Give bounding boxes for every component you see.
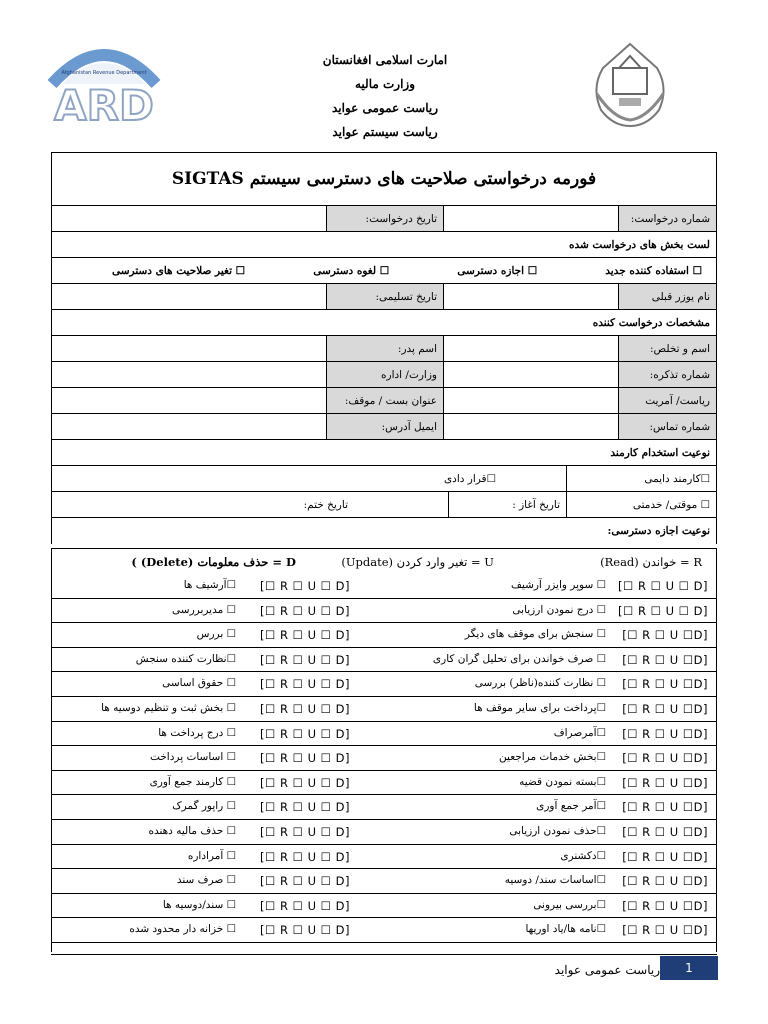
permission-right-code[interactable]: [☐ R ☐ U ☐D] — [622, 800, 708, 815]
permission-left-code[interactable]: [☐ R ☐ U ☐ D] — [260, 874, 350, 889]
permission-right-label[interactable]: ☐بسته نمودن قضیه — [519, 775, 606, 788]
permission-left-code[interactable]: [☐ R ☐ U ☐ D] — [260, 628, 350, 643]
permission-left-code[interactable]: [☐ R ☐ U ☐ D] — [260, 652, 350, 667]
option-grant-access[interactable]: ☐ اجازه دسترسی — [457, 264, 538, 277]
permissions-table — [51, 574, 717, 952]
permission-left-label[interactable]: ☐ بررس — [196, 628, 236, 641]
request-number-label: شماره درخواست: — [618, 206, 716, 231]
permission-left-label[interactable]: ☐ مدیربررسی — [172, 603, 236, 616]
permission-left-code[interactable]: [☐ R ☐ U ☐ D] — [260, 751, 350, 766]
permission-left-code[interactable]: [☐ R ☐ U ☐ D] — [260, 603, 350, 618]
row-employment-1 — [52, 466, 716, 492]
permission-right-code[interactable]: [☐ R ☐ U ☐D] — [622, 702, 708, 716]
directorate-field[interactable] — [443, 388, 618, 413]
permission-right-code[interactable]: [☐ R ☐ U ☐D] — [622, 677, 708, 692]
permission-right-code[interactable]: [☐ R ☐ U ☐D] — [622, 874, 708, 889]
permission-right-label[interactable]: ☐ نظارت کننده(ناظر) بررسی — [474, 677, 606, 690]
delivery-date-field[interactable] — [52, 284, 326, 309]
row-prev-user — [52, 284, 716, 310]
logo-caption: Afghanistan Revenue Department — [61, 70, 147, 76]
permission-row — [52, 795, 716, 820]
access-type-title: نوعیت اجازه دسترسی: — [607, 525, 710, 537]
permission-left-label[interactable]: ☐ راپور گمرک — [172, 800, 236, 813]
permission-left-label[interactable]: ☐ اساسات پرداخت — [150, 751, 236, 764]
requester-title: مشخصات درخواست کننده — [592, 316, 710, 329]
permission-right-code[interactable]: [☐ R ☐ U ☐D] — [622, 849, 708, 864]
option-new-user[interactable]: ☐ استفاده کننده جدید — [605, 264, 702, 277]
tazkira-field[interactable] — [443, 362, 618, 387]
permission-right-code[interactable]: [☐ R ☐ U ☐D] — [622, 775, 708, 790]
sections-title: لست بخش های درخواست شده — [568, 238, 710, 251]
ministry-field[interactable] — [52, 362, 326, 387]
permission-right-label[interactable]: ☐آمرصراف — [553, 726, 606, 739]
permission-right-label[interactable]: ☐نامه ها/یاد اوریها — [525, 923, 606, 936]
name-label: اسم و تخلص: — [618, 336, 716, 361]
ard-logo — [38, 40, 170, 126]
permission-left-code[interactable]: [☐ R ☐ U ☐ D] — [260, 702, 350, 716]
permission-row — [52, 869, 716, 894]
permission-right-code[interactable]: [☐ R ☐ U ☐D] — [622, 628, 708, 643]
permission-row — [52, 648, 716, 673]
permission-right-code[interactable]: [☐ R ☐ U ☐D] — [622, 652, 708, 667]
permission-row — [52, 697, 716, 722]
permission-right-label[interactable]: ☐دکشنری — [560, 849, 606, 862]
emblem-seal — [583, 38, 677, 132]
permission-row — [52, 672, 716, 697]
request-date-field[interactable] — [52, 206, 326, 231]
row-options — [52, 258, 716, 284]
row-contact — [52, 414, 716, 440]
permission-row — [52, 746, 716, 771]
permission-right-label[interactable]: ☐ سنجش برای موقف های دیگر — [464, 628, 606, 641]
row-name — [52, 336, 716, 362]
permission-left-label[interactable]: ☐ درج پرداخت ها — [158, 726, 236, 739]
permission-right-label[interactable]: ☐ درج نمودن ارزیابی — [512, 603, 606, 616]
permission-left-code[interactable]: [☐ R ☐ U ☐ D] — [260, 898, 350, 913]
permission-right-code[interactable]: [☐ R ☐ U ☐D] — [622, 751, 708, 766]
header-line-3: ریاست عمومی عواید — [331, 101, 439, 115]
email-field[interactable] — [52, 414, 326, 439]
permission-left-label[interactable]: ☐نظارت کننده سنجش — [135, 652, 236, 665]
permission-right-code[interactable]: [☐ R ☐ U ☐ D] — [618, 603, 708, 618]
permission-row — [52, 623, 716, 648]
permission-left-label[interactable]: ☐ خزانه دار محدود شده — [129, 923, 236, 936]
permission-left-label[interactable]: ☐ حذف مالیه دهنده — [148, 825, 236, 837]
father-label: اسم پدر: — [326, 336, 443, 361]
start-date-label: تاریخ آغاز : — [448, 492, 566, 517]
permission-left-code[interactable]: [☐ R ☐ U ☐ D] — [260, 579, 350, 593]
row-sections-title — [52, 232, 716, 258]
request-date-label: تاریخ درخواست: — [326, 206, 443, 231]
header-line-4: ریاست سیستم عواید — [332, 125, 438, 139]
delivery-date-label: تاریخ تسلیمی: — [326, 284, 443, 309]
permission-row — [52, 771, 716, 796]
row-access-type — [52, 518, 716, 544]
row-tazkira — [52, 362, 716, 388]
permission-right-code[interactable]: [☐ R ☐ U ☐ D] — [618, 579, 708, 593]
row-requester-title — [52, 310, 716, 336]
permission-row — [52, 599, 716, 624]
permission-left-code[interactable]: [☐ R ☐ U ☐ D] — [260, 849, 350, 864]
permission-right-label[interactable]: ☐ سوپر وایزر آرشیف — [511, 579, 606, 591]
page-number: 1 — [660, 956, 718, 980]
permission-left-label[interactable]: ☐ بخش ثبت و تنظیم دوسیه ها — [101, 702, 236, 714]
position-label: عنوان بست / موقف: — [326, 388, 443, 413]
form-title: فورمه درخواستی صلاحیت های دسترسی سیستم SIGTAS — [51, 152, 717, 206]
tazkira-label: شماره تذکره: — [618, 362, 716, 387]
father-field[interactable] — [52, 336, 326, 361]
permission-left-code[interactable]: [☐ R ☐ U ☐ D] — [260, 677, 350, 692]
directorate-label: ریاست/ آمریت — [618, 388, 716, 413]
position-field[interactable] — [52, 388, 326, 413]
header-line-1: امارت اسلامی افغانستان — [322, 53, 448, 67]
permission-right-label[interactable]: ☐پرداخت برای سایر موقف ها — [473, 702, 606, 714]
permission-right-code[interactable]: [☐ R ☐ U ☐D] — [622, 726, 708, 741]
permission-right-label[interactable]: ☐بررسی بیرونی — [533, 898, 606, 911]
legend-update: U = تغیر وارد کردن (Update) — [341, 554, 494, 569]
option-change-access[interactable]: ☐ تغیر صلاحیت های دسترسی — [112, 264, 246, 277]
contact-label: شماره تماس: — [618, 414, 716, 439]
permission-row — [52, 574, 716, 599]
row-directorate — [52, 388, 716, 414]
permission-right-label[interactable]: ☐اساسات سند/ دوسیه — [504, 874, 606, 887]
permission-right-label[interactable]: ☐بخش خدمات مراجعین — [499, 751, 606, 764]
permission-left-code[interactable]: [☐ R ☐ U ☐ D] — [260, 726, 350, 741]
permission-right-label[interactable]: ☐آمر جمع آوری — [536, 800, 606, 813]
permission-right-code[interactable]: [☐ R ☐ U ☐D] — [622, 898, 708, 913]
permission-left-code[interactable]: [☐ R ☐ U ☐ D] — [260, 775, 350, 790]
permission-left-code[interactable]: [☐ R ☐ U ☐ D] — [260, 800, 350, 815]
contact-field[interactable] — [443, 414, 618, 439]
name-field[interactable] — [443, 336, 618, 361]
end-date-label: تاریخ ختم: — [303, 498, 348, 511]
temporary-option[interactable]: ☐ موقتی/ خدمتی — [566, 492, 716, 517]
prev-username-field[interactable] — [443, 284, 618, 309]
permission-legend — [51, 548, 717, 574]
permission-row — [52, 845, 716, 870]
permission-right-code[interactable]: [☐ R ☐ U ☐D] — [622, 923, 708, 938]
permission-row — [52, 918, 716, 943]
permission-left-label[interactable]: ☐ صرف سند — [176, 874, 236, 887]
ministry-label: وزارت/ اداره — [326, 362, 443, 387]
permission-left-label[interactable]: ☐ سند/دوسیه ها — [162, 898, 236, 911]
legend-delete: D = حذف معلومات (Delete) ) — [131, 554, 296, 569]
permission-right-label[interactable]: ☐ صرف خواندن برای تحلیل گران کاری — [432, 652, 606, 665]
logo-text: ARD — [54, 81, 154, 126]
contract-option[interactable]: ☐قرار دادی — [443, 472, 496, 485]
footer-divider — [51, 954, 717, 955]
header-line-2: وزارت مالیه — [355, 77, 415, 91]
footer-text: ریاست عمومی عواید — [554, 963, 660, 977]
permanent-option[interactable]: ☐کارمند دایمی — [566, 466, 716, 491]
form-grid — [51, 206, 717, 544]
prev-username-label: نام یوزر قبلی — [618, 284, 716, 309]
permission-left-label[interactable]: ☐آرشیف ها — [183, 579, 236, 591]
row-employment-title — [52, 440, 716, 466]
permission-right-code[interactable]: [☐ R ☐ U ☐D] — [622, 825, 708, 839]
legend-read: R = خواندن (Read) — [600, 554, 702, 569]
permission-left-code[interactable]: [☐ R ☐ U ☐ D] — [260, 825, 350, 839]
row-request — [52, 206, 716, 232]
permission-left-label[interactable]: ☐ آمراداره — [187, 849, 236, 862]
employment-title: نوعیت استخدام کارمند — [610, 446, 710, 459]
permission-left-code[interactable]: [☐ R ☐ U ☐ D] — [260, 923, 350, 938]
option-revoke-access[interactable]: ☐ لغوه دسترسی — [313, 264, 390, 277]
header-lines — [300, 48, 470, 144]
permission-left-label[interactable]: ☐ حقوق اساسی — [162, 677, 236, 690]
permission-row — [52, 722, 716, 747]
permission-row — [52, 894, 716, 919]
email-label: ایمیل آدرس: — [326, 414, 443, 439]
request-number-field[interactable] — [443, 206, 618, 231]
permission-left-label[interactable]: ☐ کارمند جمع آوری — [149, 775, 236, 788]
permission-row — [52, 820, 716, 845]
row-employment-2 — [52, 492, 716, 518]
permission-right-label[interactable]: ☐حذف نمودن ارزیابی — [509, 825, 606, 837]
